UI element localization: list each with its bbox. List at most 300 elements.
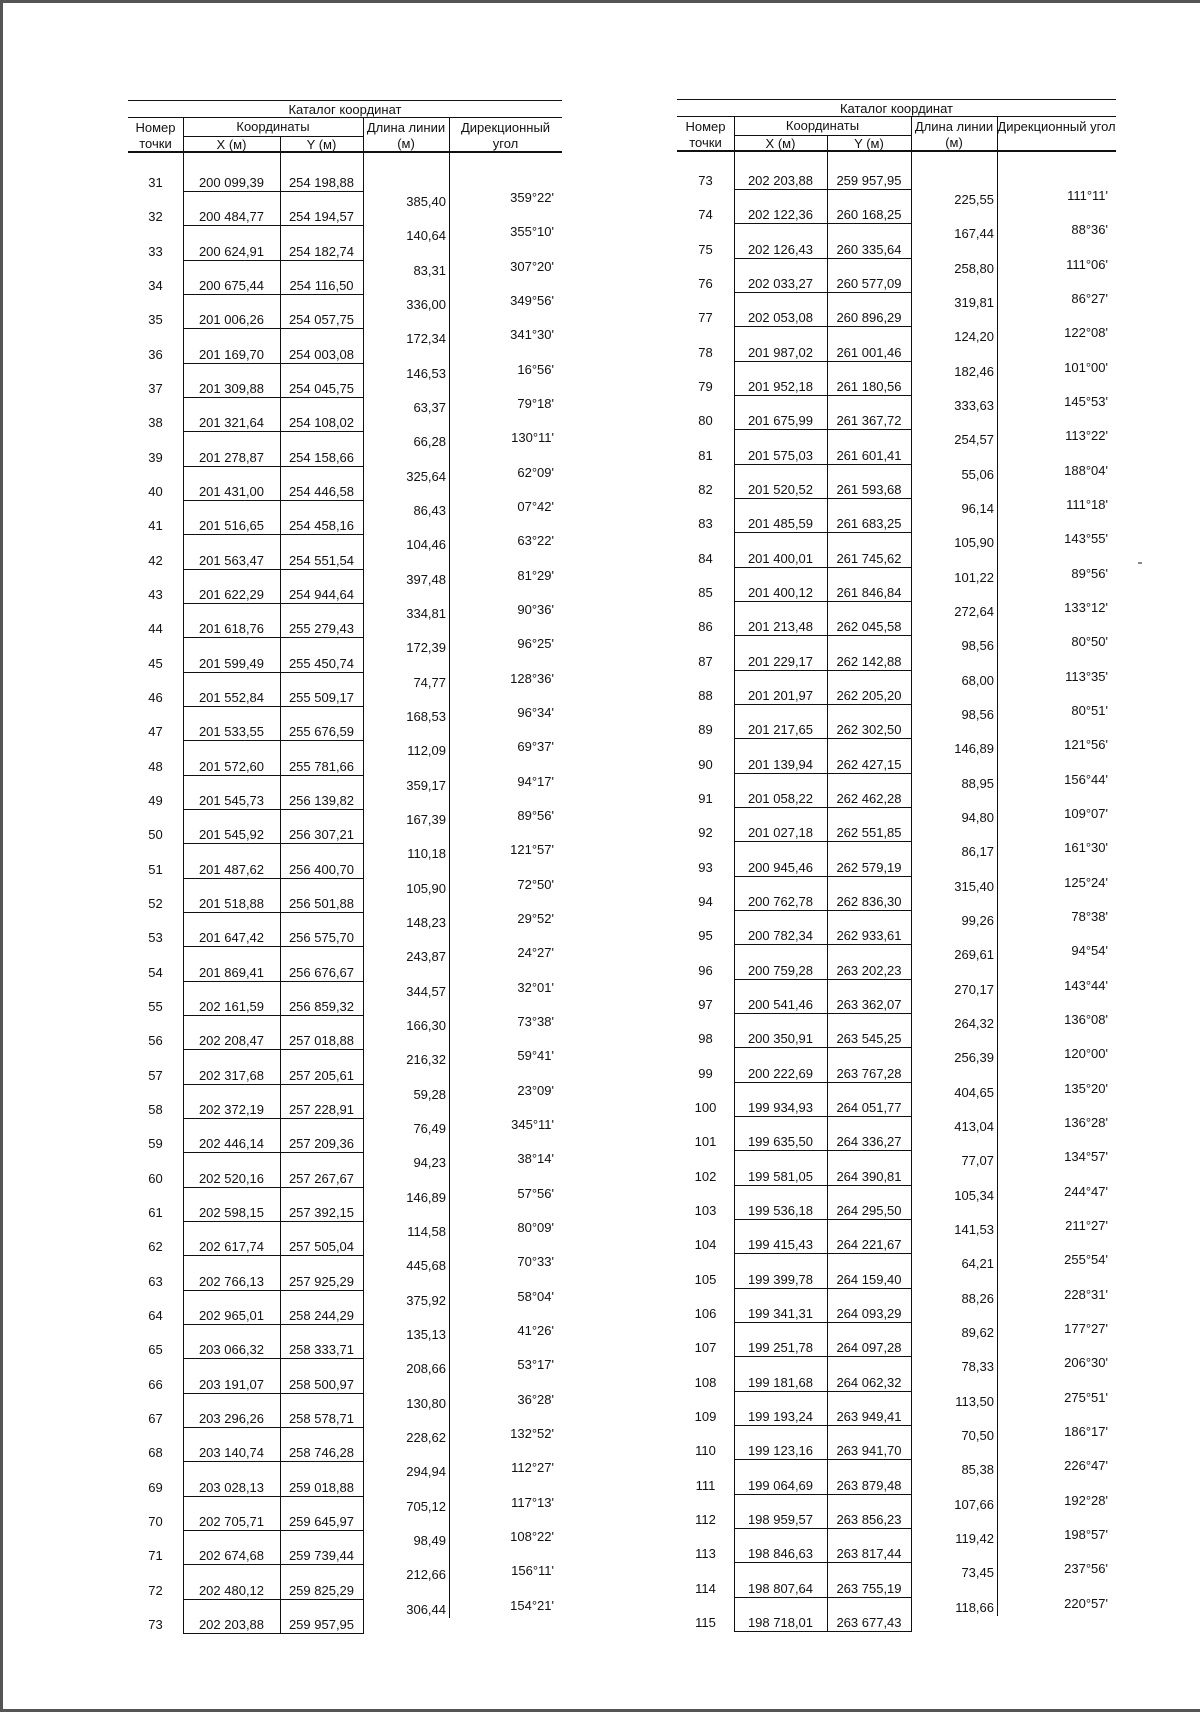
point-row-rule [183, 603, 363, 604]
segment-direction-angle: 156°11' [511, 1563, 554, 1579]
segment-length: 413,04 [954, 1118, 994, 1134]
point-x: 203 028,13 [198, 1479, 265, 1495]
point-number: 100 [694, 1099, 717, 1115]
point-x: 200 759,28 [747, 962, 814, 978]
segment-length: 112,09 [407, 743, 446, 759]
segment-length: 306,44 [406, 1601, 446, 1617]
point-row-rule [734, 1150, 911, 1151]
point-number: 90 [698, 756, 713, 772]
segment-direction-angle: 23°09' [517, 1082, 554, 1098]
point-x: 201 675,99 [747, 413, 814, 429]
point-row-rule [183, 878, 363, 879]
point-x: 201 213,48 [747, 619, 814, 635]
segment-length: 94,23 [413, 1155, 446, 1171]
point-number: 65 [148, 1342, 163, 1358]
segment-direction-angle: 220°57' [1064, 1595, 1108, 1611]
point-y: 261 593,68 [836, 481, 902, 497]
segment-length: 445,68 [406, 1258, 446, 1274]
point-row-rule [734, 1013, 911, 1014]
point-y: 257 505,04 [288, 1239, 355, 1255]
point-x: 202 674,68 [198, 1548, 265, 1564]
scan-speck [1138, 562, 1142, 564]
point-number: 34 [148, 277, 163, 293]
point-number: 86 [698, 619, 713, 635]
point-x: 200 762,78 [747, 893, 814, 909]
point-y: 256 139,82 [288, 792, 355, 808]
segment-direction-angle: 96°25' [517, 636, 554, 652]
point-row-rule [734, 1562, 911, 1563]
segment-length: 146,89 [954, 741, 994, 757]
point-y: 260 577,09 [836, 275, 902, 291]
segment-length: 64,21 [961, 1256, 994, 1272]
point-x: 200 484,77 [198, 209, 265, 225]
point-x: 199 581,05 [747, 1168, 814, 1184]
segment-direction-angle: 122°08' [1064, 325, 1108, 341]
segment-direction-angle: 89°56' [517, 807, 554, 823]
segment-length: 336,00 [406, 296, 446, 312]
point-y: 258 500,97 [288, 1376, 355, 1392]
point-row-rule [734, 944, 911, 945]
point-y: 263 677,43 [836, 1614, 902, 1630]
point-x: 200 099,39 [198, 175, 265, 190]
point-number: 108 [694, 1374, 717, 1390]
segment-direction-angle: 63°22' [517, 533, 554, 549]
point-y: 257 209,36 [288, 1136, 355, 1152]
segment-length: 167,39 [406, 811, 446, 827]
point-x: 202 446,14 [198, 1136, 265, 1152]
point-row-rule [734, 1219, 911, 1220]
segment-length: 119,42 [955, 1530, 994, 1546]
point-number: 99 [698, 1065, 713, 1081]
segment-length: 55,06 [961, 466, 994, 482]
point-row-rule [734, 223, 911, 224]
point-number: 32 [148, 209, 163, 225]
segment-direction-angle: 145°53' [1064, 393, 1108, 409]
segment-length: 216,32 [406, 1052, 446, 1068]
point-y: 256 575,70 [288, 930, 355, 946]
segment-direction-angle: 341°30' [510, 327, 554, 343]
point-row-rule [734, 704, 911, 705]
point-y: 254 194,57 [288, 209, 355, 225]
point-x: 203 066,32 [198, 1342, 265, 1358]
point-y: 254 551,54 [288, 552, 355, 568]
point-x: 202 766,13 [198, 1273, 265, 1289]
segment-length: 118,66 [955, 1599, 994, 1615]
point-row-rule [183, 431, 363, 432]
point-y: 254 198,88 [288, 175, 355, 190]
catalog-title: Каталог координат [839, 101, 954, 116]
point-y: 256 400,70 [288, 861, 355, 877]
point-number: 31 [148, 175, 163, 190]
segment-length: 96,14 [961, 500, 994, 516]
point-y: 261 601,41 [836, 447, 902, 463]
point-x: 198 718,01 [747, 1614, 814, 1630]
header-direction-angle: Дирекционный угол [460, 120, 551, 151]
segment-direction-angle: 206°30' [1064, 1355, 1108, 1371]
point-row-rule [734, 1047, 911, 1048]
segment-length: 88,26 [961, 1290, 994, 1306]
segment-direction-angle: 69°37' [517, 739, 554, 755]
catalog-title: Каталог координат [288, 102, 402, 117]
point-y: 254 182,74 [288, 243, 355, 259]
point-number: 96 [698, 962, 713, 978]
point-row-rule [183, 260, 363, 261]
point-x: 201 229,17 [747, 653, 814, 669]
point-x: 201 618,76 [198, 621, 265, 637]
point-row-rule [183, 706, 363, 707]
segment-length: 225,55 [954, 192, 994, 207]
point-x: 202 317,68 [198, 1067, 265, 1083]
segment-direction-angle: 255°54' [1064, 1252, 1108, 1268]
scan-border-left [0, 0, 3, 1712]
point-y: 262 142,88 [836, 653, 902, 669]
segment-direction-angle: 109°07' [1064, 805, 1108, 821]
point-y: 259 825,29 [288, 1582, 355, 1598]
point-x: 201 533,55 [198, 724, 265, 740]
point-row-rule [734, 773, 911, 774]
point-number: 57 [148, 1067, 163, 1083]
point-x: 201 952,18 [747, 378, 814, 394]
segment-length: 74,77 [413, 674, 446, 690]
segment-direction-angle: 81°29' [517, 567, 554, 583]
point-y: 263 879,48 [836, 1477, 902, 1493]
segment-length: 140,64 [406, 228, 446, 244]
header-x: X (м) [216, 137, 247, 152]
point-x: 202 208,47 [198, 1033, 265, 1049]
point-row-rule [183, 637, 363, 638]
point-row-rule [734, 635, 911, 636]
point-x: 202 203,88 [198, 1616, 265, 1632]
point-y: 263 941,70 [836, 1443, 902, 1459]
header-direction-angle: Дирекционный угол [997, 119, 1116, 134]
segment-direction-angle: 29°52' [517, 910, 554, 926]
point-y: 261 180,56 [836, 378, 902, 394]
segment-length: 70,50 [961, 1427, 994, 1443]
segment-direction-angle: 89°56' [1071, 565, 1108, 581]
point-x: 202 033,27 [747, 275, 814, 291]
point-y: 264 295,50 [836, 1202, 902, 1218]
point-row-rule [734, 876, 911, 877]
segment-length: 66,28 [413, 434, 446, 450]
segment-length: 98,49 [413, 1532, 446, 1548]
segment-length: 124,20 [954, 329, 994, 345]
point-x: 201 027,18 [747, 825, 814, 841]
segment-direction-angle: 154°21' [510, 1597, 554, 1613]
segment-length: 167,44 [954, 226, 994, 242]
point-x: 202 203,88 [747, 173, 814, 188]
point-y: 262 933,61 [836, 928, 902, 944]
point-row-rule [183, 500, 363, 501]
point-number: 36 [148, 346, 163, 362]
point-row-rule [183, 843, 363, 844]
segment-length: 269,61 [954, 947, 994, 963]
point-y: 254 458,16 [288, 518, 355, 534]
point-row-rule [734, 807, 911, 808]
point-x: 200 541,46 [747, 996, 814, 1012]
point-row-rule [183, 225, 363, 226]
point-number: 54 [148, 964, 163, 980]
point-row-rule [734, 1494, 911, 1495]
point-number: 61 [148, 1204, 163, 1220]
segment-direction-angle: 07°42' [517, 498, 554, 514]
point-x: 198 959,57 [747, 1511, 814, 1527]
point-x: 201 058,22 [747, 790, 814, 806]
point-number: 91 [698, 790, 713, 806]
point-row-rule [183, 1015, 363, 1016]
segment-direction-angle: 143°44' [1064, 977, 1108, 993]
point-y: 262 205,20 [836, 687, 902, 703]
point-row-rule [734, 1288, 911, 1289]
segment-direction-angle: 113°35' [1065, 668, 1108, 684]
segment-direction-angle: 111°18' [1066, 496, 1108, 512]
point-x: 201 572,60 [198, 758, 265, 774]
point-number: 59 [148, 1136, 163, 1152]
point-number: 53 [148, 930, 163, 946]
segment-direction-angle: 108°22' [510, 1528, 554, 1544]
point-y: 263 817,44 [836, 1546, 902, 1562]
segment-direction-angle: 130°11' [511, 430, 554, 446]
segment-length: 94,80 [961, 809, 994, 825]
point-y: 263 755,19 [836, 1580, 902, 1596]
segment-length: 258,80 [954, 260, 994, 276]
point-y: 257 228,91 [288, 1101, 355, 1117]
point-y: 264 159,40 [836, 1271, 902, 1287]
segment-length: 104,46 [406, 537, 446, 553]
segment-length: 243,87 [406, 949, 446, 965]
header-x: X (м) [765, 136, 796, 151]
segment-length: 359,17 [406, 777, 446, 793]
point-number: 79 [698, 378, 713, 394]
point-x: 199 341,31 [747, 1305, 814, 1321]
point-number: 102 [694, 1168, 717, 1184]
segment-direction-angle: 177°27' [1064, 1320, 1108, 1336]
point-row-rule [183, 1049, 363, 1050]
point-y: 257 205,61 [288, 1067, 355, 1083]
point-x: 199 123,16 [747, 1443, 814, 1459]
segment-direction-angle: 345°11' [511, 1116, 554, 1132]
point-number: 60 [148, 1170, 163, 1186]
point-y: 263 949,41 [836, 1408, 902, 1424]
point-number: 70 [148, 1513, 163, 1529]
segment-direction-angle: 186°17' [1064, 1423, 1108, 1439]
point-y: 259 957,95 [836, 173, 902, 188]
segment-direction-angle: 80°51' [1071, 702, 1108, 718]
catalog-title-rule [677, 116, 1116, 117]
point-y: 254 057,75 [288, 312, 355, 328]
point-number: 38 [148, 415, 163, 431]
point-y: 264 093,29 [836, 1305, 902, 1321]
segment-length: 146,89 [406, 1189, 446, 1205]
point-number: 75 [698, 241, 713, 257]
segment-direction-angle: 94°54' [1071, 943, 1108, 959]
point-y: 257 267,67 [288, 1170, 355, 1186]
segment-length: 73,45 [961, 1565, 994, 1581]
point-number: 81 [698, 447, 713, 463]
point-y: 260 335,64 [836, 241, 902, 257]
point-y: 262 462,28 [836, 790, 902, 806]
point-number: 47 [148, 724, 163, 740]
point-x: 202 617,74 [198, 1239, 265, 1255]
segment-direction-angle: 96°34' [517, 704, 554, 720]
point-number: 42 [148, 552, 163, 568]
point-y: 254 108,02 [288, 415, 355, 431]
segment-length: 113,50 [955, 1393, 994, 1409]
point-number: 80 [698, 413, 713, 429]
segment-length: 101,22 [954, 569, 994, 585]
segment-direction-angle: 111°11' [1067, 188, 1108, 203]
point-number: 73 [148, 1616, 163, 1632]
point-row-rule [734, 1082, 911, 1083]
point-y: 259 957,95 [288, 1616, 355, 1632]
segment-length: 182,46 [954, 363, 994, 379]
segment-direction-angle: 121°56' [1064, 737, 1108, 753]
segment-direction-angle: 125°24' [1064, 874, 1108, 890]
point-row-rule [183, 981, 363, 982]
point-y: 262 427,15 [836, 756, 902, 772]
header-y: Y (м) [306, 137, 337, 152]
point-row-rule [734, 601, 911, 602]
segment-length: 99,26 [961, 912, 994, 928]
point-x: 201 545,92 [198, 827, 265, 843]
segment-length: 105,90 [406, 880, 446, 896]
point-row-rule [183, 809, 363, 810]
point-x: 201 278,87 [198, 449, 265, 465]
point-number: 67 [148, 1410, 163, 1426]
point-x: 199 251,78 [747, 1340, 814, 1356]
segment-length: 168,53 [406, 708, 446, 724]
segment-direction-angle: 198°57' [1064, 1526, 1108, 1542]
point-number: 103 [694, 1202, 717, 1218]
segment-direction-angle: 101°00' [1064, 359, 1108, 375]
point-y: 257 018,88 [288, 1033, 355, 1049]
segment-direction-angle: 121°57' [510, 842, 554, 858]
point-row-rule [183, 1255, 363, 1256]
segment-length: 294,94 [406, 1464, 446, 1480]
point-number: 114 [695, 1580, 716, 1596]
segment-length: 254,57 [954, 432, 994, 448]
segment-direction-angle: 228°31' [1064, 1286, 1108, 1302]
point-x: 202 965,01 [198, 1307, 265, 1323]
point-number: 111 [695, 1477, 716, 1493]
segment-length: 325,64 [406, 468, 446, 484]
segment-direction-angle: 32°01' [517, 979, 554, 995]
segment-direction-angle: 90°36' [517, 601, 554, 617]
point-number: 94 [698, 893, 713, 909]
point-row-rule [183, 1118, 363, 1119]
segment-length: 110,18 [407, 846, 446, 862]
point-x: 198 846,63 [747, 1546, 814, 1562]
point-row-rule [183, 1290, 363, 1291]
point-number: 44 [148, 621, 163, 637]
segment-length: 319,81 [954, 294, 994, 310]
point-row-rule [734, 1391, 911, 1392]
point-y: 262 579,19 [836, 859, 902, 875]
segment-direction-angle: 349°56' [510, 292, 554, 308]
point-row-rule [734, 910, 911, 911]
point-number: 95 [698, 928, 713, 944]
segment-length: 76,49 [413, 1120, 446, 1136]
segment-length: 98,56 [961, 706, 994, 722]
point-x: 200 782,34 [747, 928, 814, 944]
point-number: 89 [698, 722, 713, 738]
segment-direction-angle: 58°04' [517, 1288, 554, 1304]
point-row-rule [183, 1633, 363, 1634]
point-x: 201 169,70 [198, 346, 265, 362]
segment-direction-angle: 73°38' [517, 1013, 554, 1029]
point-y: 262 302,50 [836, 722, 902, 738]
point-row-rule [183, 363, 363, 364]
point-x: 201 139,94 [747, 756, 814, 772]
point-x: 199 415,43 [747, 1237, 814, 1253]
point-row-rule [183, 1084, 363, 1085]
point-x: 200 675,44 [198, 277, 265, 293]
point-x: 201 431,00 [198, 483, 265, 499]
point-x: 201 321,64 [198, 415, 265, 431]
point-y: 263 362,07 [836, 996, 902, 1012]
segment-direction-angle: 113°22' [1065, 428, 1108, 444]
segment-length: 166,30 [406, 1017, 446, 1033]
point-row-rule [734, 1528, 911, 1529]
segment-direction-angle: 80°50' [1071, 634, 1108, 650]
segment-direction-angle: 78°38' [1071, 908, 1108, 924]
point-y: 254 158,66 [288, 449, 355, 465]
segment-direction-angle: 80°09' [517, 1219, 554, 1235]
point-x: 201 552,84 [198, 689, 265, 705]
point-y: 254 116,50 [289, 277, 354, 293]
point-y: 260 896,29 [836, 310, 902, 326]
point-row-rule [183, 397, 363, 398]
point-x: 202 598,15 [198, 1204, 265, 1220]
point-x: 202 480,12 [198, 1582, 265, 1598]
segment-length: 63,37 [413, 399, 446, 415]
point-row-rule [734, 841, 911, 842]
segment-length: 397,48 [406, 571, 446, 587]
point-y: 263 767,28 [836, 1065, 902, 1081]
segment-length: 272,64 [954, 603, 994, 619]
point-x: 199 934,93 [747, 1099, 814, 1115]
point-number: 66 [148, 1376, 163, 1392]
point-row-rule [734, 361, 911, 362]
point-number: 84 [698, 550, 713, 566]
point-y: 255 450,74 [288, 655, 355, 671]
point-row-rule [183, 534, 363, 535]
point-number: 83 [698, 516, 713, 532]
segment-direction-angle: 79°18' [517, 395, 554, 411]
point-y: 257 392,15 [288, 1204, 355, 1220]
point-y: 262 045,58 [836, 619, 902, 635]
segment-direction-angle: 244°47' [1064, 1183, 1108, 1199]
point-row-rule [734, 532, 911, 533]
header-coordinates: Координаты [785, 118, 860, 133]
segment-direction-angle: 94°17' [517, 773, 554, 789]
point-x: 202 372,19 [198, 1101, 265, 1117]
point-x: 201 545,73 [198, 792, 265, 808]
segment-direction-angle: 16°56' [517, 361, 554, 377]
segment-length: 141,53 [954, 1221, 994, 1237]
segment-length: 148,23 [406, 914, 446, 930]
point-row-rule [183, 1358, 363, 1359]
point-x: 203 140,74 [198, 1445, 265, 1461]
point-row-rule [734, 1322, 911, 1323]
point-x: 201 487,62 [198, 861, 265, 877]
point-y: 254 446,58 [288, 483, 355, 499]
point-y: 260 168,25 [836, 207, 902, 223]
segment-direction-angle: 59°41' [517, 1048, 554, 1064]
point-number: 107 [694, 1340, 717, 1356]
coordinate-catalog-right [677, 99, 1116, 1632]
point-number: 105 [694, 1271, 717, 1287]
point-number: 110 [695, 1443, 716, 1459]
